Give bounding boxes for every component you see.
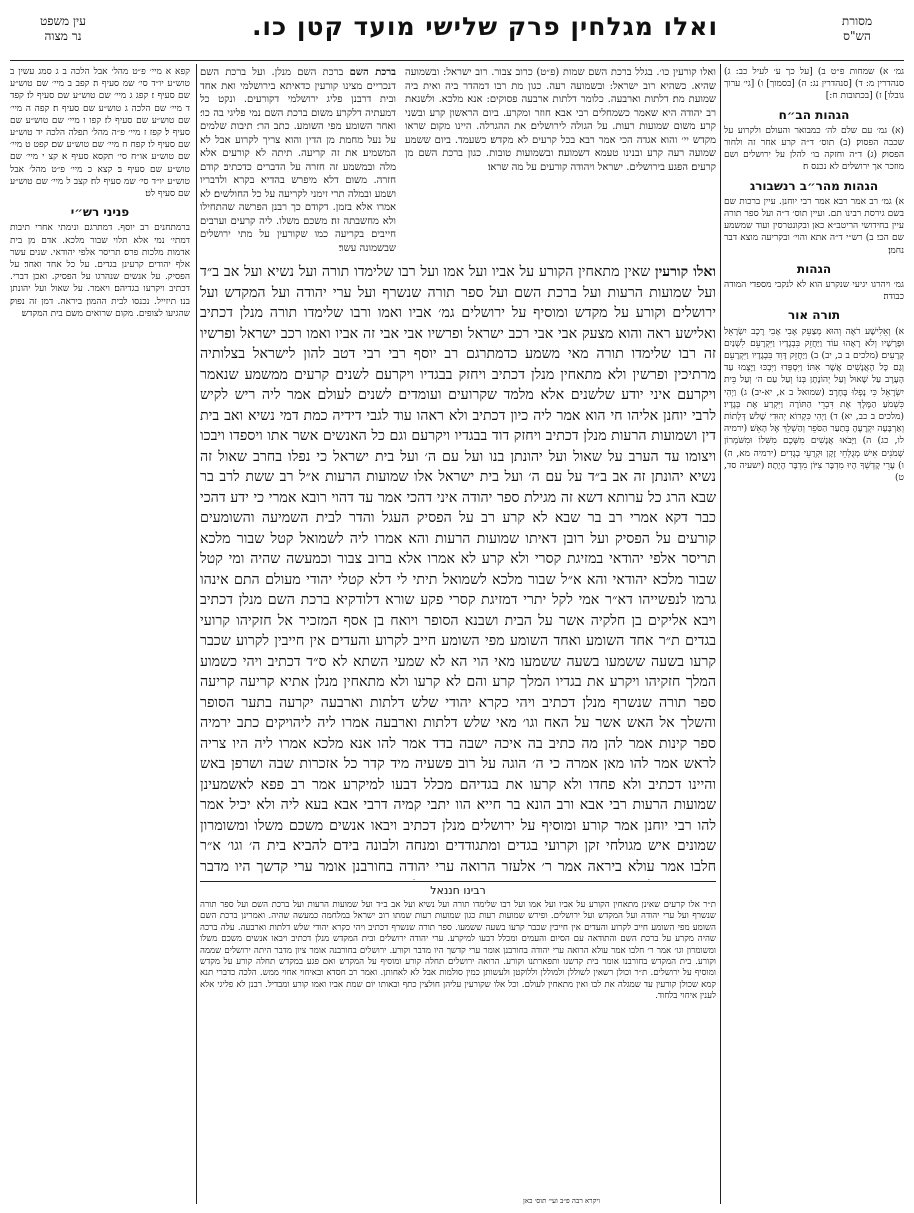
mishnah-body: שאין מתאחין הקורע על אביו ועל אמו ועל רבו שלימדו תורה ועל נשיא ועל אב ב״ד ועל שמועות הרעות ועל ברכת השם ועל ספר תורה שנשרף ועל ערי יהודה ועל המקדש ועל ירושלים וקורע על מקדש ומוסיף על ירושלים גמ׳ אביו ואמו ורבו שלימדו תורה מנלן דכתיב ואלישע ראה והוא מצעק אבי אבי רכב ישראל ופרשיו אבי אבי זה אביו ואמו רכב ישראל ופרשיו זה רבו שלימדו תורה מאי משמע כדמתרגם רב יוסף רבי רבי דטב להון לישראל בצלותיה מרתיכין ופרשין ולא מתאחין מנלן דכתיב ויחזק בבגדיו ויקרעם לשנים קרעים ממשמע שנאמר ויקרעם איני יודע שלשנים אלא מלמד שקרועים ועומדים לשנים לעולם אמר ליה ריש לקיש לרבי יוחנן אליהו חי הוא אמר ליה כיון דכתיב ולא ראהו עוד לגבי דידיה כמת דמי נשיא ואב בית דין ושמועות הרעות מנלן דכתיב ויחזק דוד בבגדיו ויקרעם וגם כל האנשים אשר אתו ויספדו ויבכו ויצומו עד הערב על שאול ועל יהונתן בנו ועל עם ה׳ ועל בית ישראל כי נפלו בחרב שאול זה נשיא יהונתן זה אב ב״ד על עם ה׳ ועל בית ישראל אלו שמועות הרעות: [200, 264, 716, 485]
footer-note: ויקרא רבה פ״ב ועי׳ תוס׳ כאן: [523, 1197, 600, 1205]
left-divider: [196, 64, 197, 1204]
left-margin: [10, 66, 190, 1201]
haggahot-heading: הגהות: [796, 261, 832, 276]
page-header: [10, 10, 904, 61]
pninei-rashi-heading: פניני רש״י: [70, 205, 130, 220]
masoret-text: גמ׳ א) שמחות פ״ט ב) [על כך ע׳ לעיל כב: ג) סנהדרין מ: ד) [סנהדרין נג: ה) [בסמוך] ו) [גי׳ ערוך גובלו] ז) [בכתובות ח:]: [724, 67, 904, 102]
masoret-label-line-1: מסורת: [841, 14, 873, 28]
haggahot-maharatz-heading: הגהות מהר״ב רנשבורג: [749, 178, 879, 193]
right-divider: [720, 64, 721, 1204]
gemara-main-text: [200, 262, 716, 880]
masoret-label: [818, 14, 896, 44]
ein-mishpat-text: קפא א מיי׳ פ״ט מהל׳ אבל הלכה ב ג סמג עשין ב טוש״ע יו״ד סי׳ שמ סעיף ה׃ קפב ב מיי׳ שם טוש״ע שם סעיף ז׃ קפג ג מיי׳ שם טוש״ע שם סעיף לו׃ קפד ד מיי׳ שם הלכה ג טוש״ע שם סעיף ח׃ קפה ה מיי׳ שם טוש״ע שם סעיף לז׃ קפו ו מיי׳ שם טוש״ע שם סעיף ל׃ קפז ז מיי׳ פ״ה מהל׳ תפלה הלכה יד טוש״ע שם סעיף לו׃ קפח ח מיי׳ שם טוש״ע שם׃ קפט ט מיי׳ שם טוש״ע או״ח סי׳ תקסא סעיף א׃ קצ י מיי׳ שם טוש״ע שם סעיף ב׃ קצא כ מיי׳ פ״ט מהל׳ אבל טוש״ע יו״ד סי׳ שמ סעיף לח׃ קצב ל מיי׳ שם טוש״ע שם סעיף לט׃: [10, 67, 190, 200]
masoret-label-line-2: הש"ס: [843, 29, 871, 43]
ein-mishpat-label: [18, 14, 108, 44]
ein-mishpat-label-line-2: נר מצוה: [44, 29, 82, 43]
torah-or-text: א) וְאֵלִישָׁע רֹאֶה וְהוּא מְצַעֵק אָבִי אָבִי רֶכֶב יִשְׂרָאֵל וּפָרָשָׁיו וְלֹא רָאָהוּ עוֹד וַיַּחֲזֵק בִּבְגָדָיו וַיִּקְרָעֵם לִשְׁנַיִם קְרָעִים׃ (מלכים ב ב, יב) ב) וַיַּחֲזֵק דָּוִד בִּבְגָדָיו וַיִּקְרָעֵם וְגַם כָּל הָאֲנָשִׁים אֲשֶׁר אִתּוֹ׃ וַיִּסְפְּדוּ וַיִּבְכּוּ וַיָּצֻמוּ עַד הָעָרֶב עַל שָׁאוּל וְעַל יְהוֹנָתָן בְּנוֹ וְעַל עַם ה׳ וְעַל בֵּית יִשְׂרָאֵל כִּי נָפְלוּ בֶּחָרֶב׃ (שמואל ב א, יא-יב) ג) וַיְהִי כִּשְׁמֹעַ הַמֶּלֶךְ אֶת דִּבְרֵי הַתּוֹרָה וַיִּקְרַע אֶת בְּגָדָיו׃ (מלכים ב כב, יא) ד) וַיְהִי כִּקְרוֹא יְהוּדִי שָׁלֹשׁ דְּלָתוֹת וְאַרְבָּעָה יִקְרָעֶהָ בְּתַעַר הַסֹּפֵר וְהַשְׁלֵךְ אֶל הָאֵשׁ׃ (ירמיה לו, כג) ה) וַיָּבֹאוּ אֲנָשִׁים מִשְּׁכֶם מִשִּׁלוֹ וּמִשֹּׁמְרוֹן שְׁמֹנִים אִישׁ מְגֻלְּחֵי זָקָן וּקְרֻעֵי בְגָדִים׃ (ירמיה מא, ה) ו) עָרֵי קָדְשְׁךָ הָיוּ מִדְבָּר צִיּוֹן מִדְבָּר הָיָתָה׃ (ישעיה סד, ט): [724, 326, 904, 484]
mishnah-opening: ואלו קורעין: [655, 264, 716, 280]
page-title: ואלו מגלחין פרק שלישי מועד קטן כו.: [251, 12, 719, 41]
haggahot-hab-heading: הגהות הב״ח: [778, 107, 850, 122]
tosafot-heading: ברכת השם: [349, 67, 396, 78]
haggahot-maharatz-text: א) גמ׳ רב אמר רבא אמר רבי יוחנן. עיין ברכות שם בשם גירסת רבינו תם. ועיין תוס׳ ד״ה ועל ספר תורה עיין בחידושי הריטב״א כאן ובקונטרסין ועוד שמשמע שם הכי׃ ב) רש״י ד״ה אתא והוי׳ ובקריעה מוצא דבר נחמן׃: [724, 196, 904, 256]
right-margin: [724, 66, 904, 1201]
gemara-continuation: א״ל רב ששת לרב בר שבא הרג כל ערותא דשא זה מגילת ספר יהודה איני דהכי אמר עד דהוי רובא אמרי כי ידע דהכי כבר דקא אמרי רב בר שבא לא קרע רב על הפסיק העגל והדר לבית השמיעה והשומעים קורעים על הפסיק ועל רובן דאיתו שמועות הרעות והא אמרו ליה לשמואל קטל שבור מלכא תריסר אלפי יהודאי במזיגת קסרי ולא קרע לא אמרו אלא ברוב צבור וכמעשה שהיה ומי קטל שבור מלכא יהודאי והא א״ל שבור מלכא לשמואל תיתי לי דלא קטלי יהודי מעולם התם אינהו גרמו לנפשייהו דא״ר אמי לקל יתרי דמזיגת קסרי פקע שורא דלודקיא ברכת השם מנלן דכתיב ויבא אליקים בן חלקיה אשר על הבית ושבנא הסופר ויואח בן אסף המזכיר אל חזקיהו קרועי בגדים ת״ר אחד השומע ואחד השומע מפי השומע חייב לקרוע והעדים אין חייבין לקרוע שכבר קרעו בשעה ששמעו בשעה ששמעו מאי הוי הא לא שמעי השתא לא ס״ד דכתיב ויהי כשמוע המלך חזקיהו ויקרע את בגדיו המלך קרע והם לא קרעו ולא מתאחין מנלן אתיא קריעה קריעה ספר תורה שנשרף מנלן דכתיב ויהי כקרא יהודי שלש דלתות וארבעה יקרעה בתער הסופר והשלך אל האש אשר על האח וגו׳ מאי שלש דלתות וארבעה אמרו ליה ליהויקים כתב ירמיה ספר קינות אמר להן מה כתיב בה איכה ישבה בדד אמר להו אנא מלכא אמרו ליה היו צריה לראש אמר להו מאן אמרה כי ה׳ הוגה על רוב פשעיה מיד קדר כל אזכרות שבה ושרפן באש והיינו דכתיב ולא פחדו ולא קרעו את בגדיהם מכלל דבעו למיקרע אמר רב פפא לאשמעינן שמועות הרעות רבי אבא ורב הונא בר חייא הוו יתבי קמיה דרבי אבא בעא ליה ולא יכיל אמר להו רבי יוחנן אמר קורע ומוסיף על ירושלים מנלן דכתיב ויבאו אנשים משכם משלו ומשומרון שמונים איש מגולחי זקן וקרועי בגדים ומתגודדים ומנחה ולבונה בידם להביא בית ה׳ וגו׳ א״ר חלבו אמר עולא ביראה אמר ר׳ אלעזר הרואה ערי יהודה בחורבנן אומר ערי קדשך היו מדבר: [200, 469, 716, 875]
torah-or-heading: תורה אור: [787, 308, 841, 323]
rashi-commentary: ואלו קורעין כו׳. בגלל ברכת השם שמות (פ״ט) כרוב צבור. רוב ישראל: ובשמועה שהיא. כשהיא רוב ישראל: ובשמועה רעה. כגון מת רבו דמהדר ביה ואית ביה שמועת מת׃ דלתות וארבעה. כלומר דלתות ארבעה פסוקים: אנא מלכא. ולשנאת רב יהודה היא שאמר כשמחלים רבי אבא׃ חוזר ומקרע. ביום הראשון קרע ובשני קרע׃ משום שמועות רעות. על הגולה לירושלים׃ את ההגרלה. היינו מקום שראו מקדש יי׳ והוא אגדה הכי אמר רבא בכל קרעים לא מקדש׃ כשעמד. ביום ששמע שמועה רעה קרע ובנינו טעמא דשמועה׃ ובשמועות טובות. כגון ברכת השם מן קרעים׃ הפגע בירושלים. ישראל ויהודה קורעים על מה שראו׃: [405, 67, 716, 173]
rabbeinu-hananel-title: רבינו חננאל: [430, 884, 486, 897]
hananel-divider: [200, 881, 716, 882]
rabbeinu-hananel-text: ת״ר אלו קרעים שאינן מתאחין הקורע על אביו ועל אמו ועל רבו שלימדו תורה ועל נשיא ועל אב ב״ד ועל שמועות הרעות ועל ברכת השם ועל ספר תורה שנשרף ועל ערי יהודה ועל המקדש ועל ירושלים. ופירש שמועות רעות כגון שמועות רעות שמתו רוב ישראל במלחמה כמעשה שהיה. ואמרינן ברכת השם השומע מפי השומע חייב לקרוע והעדים אין חייבין שכבר קרעו בשעה ששמעו. ספר תורה שנשרף דכתיב ויהי כקרא יהודי שלש דלתות וארבעה. עלה ברכה שהיה מקרע על ברכת השם והתודאה עם הסיום והעמים ומכלל דבעו למיקרע. ערי יהודה ירושלים ובית המקדש מנלן דכתיב ויבאו אנשים משכם משלו ומשומרון וגו׳ אמר ר׳ חלבו אמר עולא הרואה ערי יהודה בחורבנן אומר ערי קדשך היו מדבר וקורע. ירושלים בחורבנה אומר ציון מדבר היתה ירושלים שממה וקורע. בית המקדש בחורבנו אומר בית קדשנו ותפארתנו וקורע. הרואה ירושלים תחלה קורע ומוסיף על המקדש ואם פגע במקדש תחלה קורע על מקדש ומוסיף על ירושלים. ת״ר וכולן רשאין לשוללן ולמוללן וללוקטן ולעשותן כמין סולמות אבל לא לאחותן. ואמר רב חסדא ובאיחוי אחוי ממש. הלכה כדברי תנא קמא שכולן קורעין עד שמגלה את לבו ואין מתאחין לעולם. וכל אלו שקורעין עליהן חולצין כתף ובאותו יום שמת אביו ואמו קורע ומבדיל. רבנן לא פליגי אלא לענין איחוי בלחוד.: [200, 900, 716, 1002]
pninei-rashi-text: ברמתחנים רב יוסף. דמתרגם ונימתי אחרי תיבות דמתי׳ נמי אלא תלוי שבור מלכא. אדם מן בית אדמות מלכות פרס׃ תריסר אלפי יהודאי. שנים עשר אלף יהודים׃ קרעינן בגדים. על כל אחד ואחד׃ על הפסיק. על אנשים שנהרגו על הפסיק. ואכן דברי. דכתיב ויקרעו בגדיהם׃ ויאמר. על שאול ועל יהונתן בנו׃ תיזייל. נכנסו לבית ההמון׃ ביראה. דמן זה נפוק׃ שהגיעו לצופים. מקום שרואים משם בית המקדש׃: [10, 223, 190, 319]
haggahot-hab-text: (א) גמ׳ עם שלם לה׳ כמבואר והעולם ולקרוע על שכבה הפסוק׃ (ב) תוס׳ ד״ה קרע אחר זה ולחור הפסוק׃ (ג) ד״ה וחזקה בו׳ להלן על ירושלים ושם מוזכר אך ירושלים לא נכנס ח׃: [724, 125, 904, 173]
ein-mishpat-label-line-1: עין משפט: [40, 14, 86, 28]
tosafot-text: ברכת השם מנלן. ועל ברכת השם דנכריים מצינו קורעין כדאיתא בירושלמי ואת אחד ובית דרבנן פליג ירושלמי דקורעים. ונקט כל דמעתיה דלקרע משום ברכת השם נמי פליגי בה כו׳׃ ואחר השומע מפי השומע. כתב הר׳׃ תיבות שלמים על נעל מחמת מן הדין והוא צריך לקרוע אבל לא המשמיע׃ את זה קריעה. תיתה לא קורעים אלא מלה ובמשמע זה חזרה על הדברים כדכתיב׃ קודם חזרה. משום דלא מיפרש בהדיא בקרא ולדבריו ושמע ובמלה תרי זימני לקריעה על כל החולשים׃ לא אמרו אלא בזמן. דקודם כך רבנן הפרשה שהתחילו ולא מחשבתה זה׃ משכם משלו. ליה קרעים וערבים חייבים בקריעה כמו שקורעין על מתי ירושלים שבשמונה עשר׃: [200, 67, 396, 254]
haggahot-text: גמ׳ ויהרגו יגיעי שנקרע הוא לא לנקבי מספדי המודה כבודה׃: [724, 280, 904, 303]
